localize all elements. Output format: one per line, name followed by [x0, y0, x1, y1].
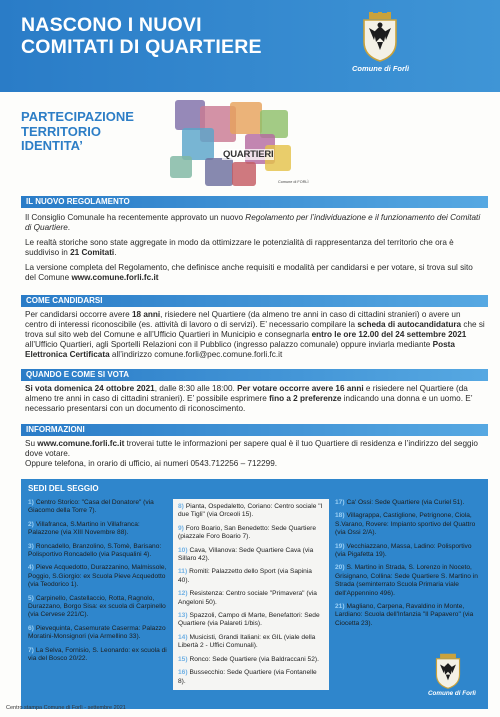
- seggio-number: 20): [335, 564, 345, 572]
- page-title: [21, 14, 262, 58]
- seggi-panel: [21, 479, 488, 709]
- tagline-line-1: PARTECIPAZIONE: [21, 109, 134, 124]
- seggio-number: 15): [178, 655, 188, 663]
- seggio-item: [28, 499, 169, 516]
- seggio-number: 19): [335, 542, 345, 550]
- seggio-item: [178, 503, 324, 520]
- seggio-item: [28, 625, 169, 642]
- seggio-item: [335, 543, 483, 560]
- text: Per votare occorre avere 16 anni: [237, 384, 364, 393]
- seggio-text: Pianta, Ospedaletto, Coriano: Centro sociale "I due Tigli" (via Orceoli 15).: [178, 503, 323, 519]
- logo-square: [230, 102, 262, 134]
- text: La versione completa del Regolamento, che definisce anche requisiti e modalità per candidarsi e per votare, si trova sul sito del Comune: [25, 263, 473, 282]
- logo-square: [232, 162, 256, 186]
- seggio-text: Roncadello, Branzolino, S.Tomè, Barisano: Polisportivo Roncadello (via Pasqualini 4).: [28, 542, 162, 559]
- seggio-text: Pieve Acquedotto, Durazzanino, Malmissole, Poggio, S.Giorgio: ex Scuola Pieve Acquedotto (via Teodorico 1).: [28, 564, 167, 589]
- seggio-number: 9): [178, 524, 184, 532]
- seggio-item: [178, 612, 324, 629]
- seggio-number: 16): [178, 669, 188, 677]
- regolamento-paragraph: [25, 238, 485, 258]
- seggio-number: 6): [28, 624, 34, 632]
- bottom-crest: [428, 653, 476, 697]
- text: , dalle 8:30 alle 18:00.: [154, 384, 238, 393]
- seggio-number: 18): [335, 512, 345, 520]
- seggio-item: [335, 499, 483, 507]
- seggio-item: [335, 564, 483, 598]
- seggio-number: 21): [335, 603, 345, 611]
- seggio-number: 2): [28, 520, 34, 528]
- seggio-number: 12): [178, 590, 188, 598]
- seggio-text: Magliano, Carpena, Ravaldino in Monte, Lardiano: Scuola dell'Infanzia "Il Papavero" (via Ciocetta 23).: [335, 603, 474, 627]
- seggio-number: 4): [28, 564, 34, 572]
- seggio-item: [178, 656, 324, 664]
- deadline-text: entro le ore 12.00 del 24 settembre 2021: [311, 330, 467, 339]
- logo-word: QUARTIERI: [223, 149, 274, 160]
- crest-label: Comune di Forlì: [352, 64, 410, 73]
- seggio-text: Spazzoli, Campo di Marte, Benefattori: Sede Quartiere (via Palareti 1/bis).: [178, 612, 320, 628]
- regolamento-link-text: Regolamento per l’individuazione e il funzionamento dei Comitati di Quartiere: [25, 213, 481, 232]
- seggio-item: [335, 512, 483, 537]
- text: Su: [25, 439, 38, 448]
- text: fino a 2 preferenze: [269, 394, 342, 403]
- seggio-item: [178, 590, 324, 607]
- seggio-item: [335, 603, 483, 628]
- seggio-text: Villagrappa, Castiglione, Petrignone, Ciola, S.Varano, Rovere: Impianto sportivo del Quattro (via Ossi 2/A).: [335, 512, 476, 537]
- section-heading-regolamento: IL NUOVO REGOLAMENTO: [21, 196, 488, 208]
- seggio-number: 1): [28, 499, 34, 506]
- seggio-number: 14): [178, 633, 188, 641]
- seggio-text: La Selva, Fornisio, S. Leonardo: ex scuola di via del Bosco 20/22.: [28, 646, 167, 663]
- tagline-line-2: TERRITORIO: [21, 123, 101, 139]
- seggio-text: Foro Boario, San Benedetto: Sede Quartiere (piazzale Foro Boario 7).: [178, 524, 316, 541]
- seggio-item: [28, 564, 169, 589]
- seggi-column-2: [173, 499, 329, 690]
- seggio-item: [178, 568, 324, 585]
- regolamento-paragraph: [25, 213, 485, 233]
- seggio-item: [178, 634, 324, 651]
- seggio-number: 13): [178, 612, 188, 620]
- pec-address: all’indirizzo comune.forli@pec.comune.forli.fc.it: [109, 350, 283, 359]
- seggio-number: 3): [28, 542, 34, 550]
- seggio-item: [178, 525, 324, 542]
- text: e risiedere nel Quartiere (da almeno tre anni in caso di cittadini stranieri). E’ possibile esprimere: [25, 384, 468, 403]
- seggi-heading: SEDI DEL SEGGIO: [28, 484, 99, 493]
- seggio-item: [28, 595, 169, 620]
- comitati-count: 21 Comitati: [70, 248, 115, 257]
- quartieri-logo: [170, 100, 309, 192]
- logo-square: [170, 156, 192, 178]
- tagline: [21, 110, 134, 154]
- text: .: [114, 248, 117, 257]
- seggio-text: Musicisti, Grandi Italiani: ex GIL (viale della Libertà 2 - Uffici Comunali).: [178, 633, 316, 650]
- text: 18 anni: [131, 310, 161, 319]
- seggio-number: 5): [28, 594, 34, 602]
- seggio-item: [28, 521, 169, 538]
- header-banner: [0, 0, 500, 92]
- municipal-crest: [352, 12, 408, 73]
- seggio-text: Villafranca, S.Martino in Villafranca: Palazzone (via XIII Novembre 88).: [28, 520, 140, 537]
- seggio-item: [28, 543, 169, 560]
- candidarsi-paragraph: [25, 310, 485, 360]
- text: Il Consiglio Comunale ha recentemente approvato un nuovo: [25, 213, 246, 222]
- seggio-text: Pievequinta, Casemurate Caserma: Palazzo Moratini-Monsignori (via Armellino 33).: [28, 624, 166, 641]
- text: Le realtà storiche sono state aggregate in modo da ottimizzare le potenzialità di rappresentanza del territorio che ora è suddiviso in: [25, 238, 454, 257]
- website-link[interactable]: www.comune.forli.fc.it: [37, 439, 125, 448]
- text: scheda di autocandidatura: [357, 320, 462, 329]
- title-line-1: NASCONO I NUOVI: [21, 14, 202, 36]
- crest-icon: [434, 653, 462, 689]
- seggio-text: Romiti: Palazzetto dello Sport (via Sapinia 40).: [178, 568, 312, 584]
- seggio-text: S. Martino in Strada, S. Lorenzo in Noceto, Grisignano, Collina: Sede Quartiere S. Martino in Strada (seminterrato Scuola Primaria viale dell'Appennino 496).: [335, 564, 478, 597]
- seggio-item: [178, 669, 324, 686]
- section-heading-candidarsi: COME CANDIDARSI: [21, 295, 488, 307]
- seggio-number: 7): [28, 646, 34, 654]
- text: Posta Elettronica Certificata: [25, 340, 455, 359]
- vota-paragraph: [25, 384, 485, 414]
- text: , risiedere nel Quartiere (da almeno tre anni in caso di cittadini stranieri) o avere un centro di interessi riconoscibile (es. attività di lavoro o di servizi). E’ necessario compilare la: [25, 310, 461, 329]
- tagline-line-3: IDENTITA’: [21, 138, 83, 153]
- logo-caption: Comune di FORLÌ: [278, 180, 309, 184]
- seggio-number: 17): [335, 499, 345, 506]
- text: troverai tutte le informazioni per sapere qual è il tuo Quartiere di residenza e l’indirizzo del seggio dove votare.: [25, 439, 478, 458]
- text: che si trova sul sito web del Comune e all’Ufficio Quartieri in Municipio e consegnarla: [25, 320, 485, 339]
- informazioni-body: [25, 439, 485, 474]
- regolamento-body: [25, 213, 485, 288]
- seggio-text: Bussecchio: Sede Quartiere (via Fontanelle 8).: [178, 669, 317, 685]
- seggio-text: Vecchiazzano, Massa, Ladino: Polisportivo (via Pigafetta 19).: [335, 542, 472, 559]
- seggio-item: [178, 547, 324, 564]
- seggio-text: Centro Storico: "Casa del Donatore" (via Giacomo della Torre 7).: [28, 499, 154, 515]
- seggio-text: Carpinello, Castellaccio, Rotta, Ragnolo, Durazzano, Borgo Sisa: ex scuola di Carpinello (via Cervese 221/C).: [28, 594, 166, 619]
- text: Per candidarsi occorre avere: [25, 310, 132, 319]
- seggio-number: 11): [178, 568, 188, 576]
- seggio-number: 10): [178, 546, 188, 554]
- text: .: [67, 223, 71, 232]
- title-line-2: COMITATI DI QUARTIERE: [21, 36, 262, 58]
- vota-body: [25, 384, 485, 419]
- candidarsi-body: [25, 310, 485, 365]
- text: all’Ufficio Quartieri, agli Sportelli Relazioni con il Pubblico (ingresso palazzo comunale) oppure inviarla mediante: [25, 340, 433, 349]
- logo-square: [205, 158, 233, 186]
- vote-date: Si vota domenica 24 ottobre 2021: [25, 384, 155, 393]
- seggio-number: 8): [178, 503, 184, 510]
- seggio-text: Resistenza: Centro sociale "Primavera" (via Angeloni 50).: [178, 590, 317, 606]
- seggio-text: Ca' Ossi: Sede Quartiere (via Curiel 51).: [346, 499, 465, 506]
- website-link[interactable]: www.comune.forli.fc.it: [71, 273, 159, 282]
- crest-label: Comune di Forlì: [428, 690, 476, 697]
- informazioni-paragraph: [25, 439, 485, 459]
- footer-credit: Centro stampa Comune di Forlì - settembre 2021: [6, 705, 126, 711]
- crest-icon: [361, 12, 399, 62]
- regolamento-paragraph: [25, 263, 485, 283]
- seggio-text: Ronco: Sede Quartiere (via Baldraccani 52).: [189, 655, 319, 663]
- section-heading-vota: QUANDO E COME SI VOTA: [21, 369, 488, 381]
- seggi-column-3: [335, 499, 483, 633]
- seggi-column-1: [28, 499, 169, 669]
- phone-paragraph: Oppure telefona, in orario di ufficio, ai numeri 0543.712256 – 712299.: [25, 459, 278, 468]
- seggio-text: Cava, Villanova: Sede Quartiere Cava (via Sillaro 42).: [178, 546, 314, 563]
- text: indicando una donna e un uomo. E’ necessario presentarsi con un documento di riconoscimento.: [25, 394, 473, 413]
- section-heading-informazioni: INFORMAZIONI: [21, 424, 488, 436]
- seggio-item: [28, 647, 169, 664]
